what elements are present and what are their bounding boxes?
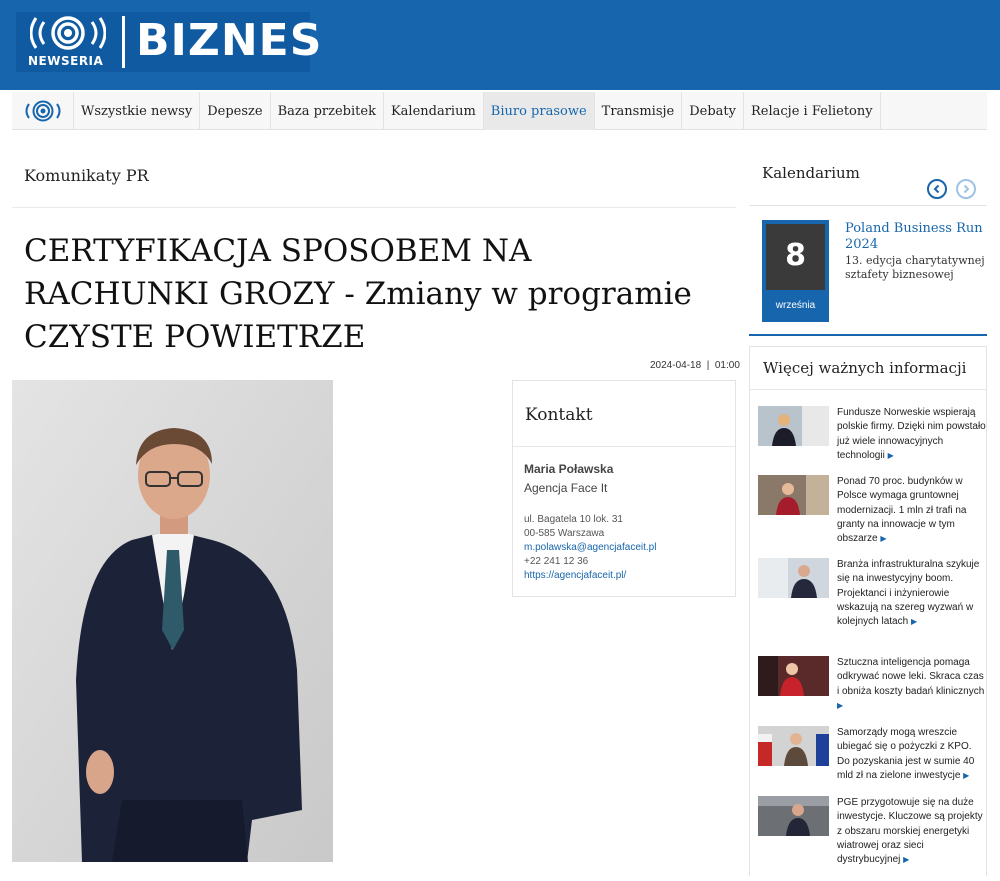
contact-phone: +22 241 12 36 xyxy=(524,556,589,567)
site-logo[interactable] xyxy=(16,12,323,72)
logo-newseria-text: NEWSERIA xyxy=(28,54,104,68)
news-item-title: Branża infrastrukturalna szykuje się na inwestycyjny boom. Projektanci i inżynierowie wskazują na szereg wyzwań w kolejnych latach xyxy=(837,559,980,628)
nav-item-transmisje[interactable]: Transmisje xyxy=(595,92,683,130)
radio-waves-icon xyxy=(23,100,63,122)
nav-item-debaty[interactable]: Debaty xyxy=(682,92,744,130)
related-news-panel xyxy=(749,346,987,876)
calendar-top-divider xyxy=(749,205,987,206)
article-time-value: 01:00 xyxy=(714,360,740,371)
radio-waves-icon xyxy=(30,16,106,50)
news-item-text xyxy=(837,406,987,463)
contact-email-link[interactable]: m.polawska@agencjafaceit.pl xyxy=(524,542,657,553)
calendar-day: 8 xyxy=(785,238,806,273)
calendar-event-description: 13. edycja charytatywnej sztafety biznesowej xyxy=(845,254,985,281)
news-item-title: Fundusze Norweskie wspierają polskie firmy. Dzięki nim powstało już wiele innowacyjnych technologii xyxy=(837,407,986,461)
calendar-prev-button[interactable] xyxy=(927,179,947,199)
related-news-heading: Więcej ważnych informacji xyxy=(763,359,967,377)
contact-address-city: 00-585 Warszawa xyxy=(524,528,605,539)
nav-item-kalendarium[interactable]: Kalendarium xyxy=(384,92,484,130)
contact-box xyxy=(512,380,736,597)
chevron-right-icon xyxy=(961,184,971,194)
logo-divider xyxy=(122,16,125,68)
triangle-right-icon: ▶ xyxy=(963,770,970,780)
date-separator: | xyxy=(703,360,713,371)
calendar-heading: Kalendarium xyxy=(762,164,860,182)
news-thumbnail xyxy=(758,406,829,446)
main-nav xyxy=(12,92,987,130)
triangle-right-icon: ▶ xyxy=(880,534,887,544)
news-thumbnail xyxy=(758,796,829,836)
contact-website-link[interactable]: https://agencjafaceit.pl/ xyxy=(524,570,627,581)
chevron-left-icon xyxy=(932,184,942,194)
related-news-divider xyxy=(750,389,986,390)
news-item-title: Ponad 70 proc. budynków w Polsce wymaga gruntownej modernizacji. 1 mln zł trafi na granty na innowacje w tym obszarze xyxy=(837,476,967,545)
triangle-right-icon: ▶ xyxy=(887,450,894,460)
nav-home-button[interactable] xyxy=(12,92,74,130)
calendar-event-title[interactable]: Poland Business Run 2024 xyxy=(845,221,983,252)
news-item-title: Sztuczna inteligencja pomaga odkrywać nowe leki. Skraca czas i obniża koszty badań klinicznych xyxy=(837,657,985,697)
nav-item-baza-przebitek[interactable]: Baza przebitek xyxy=(271,92,384,130)
section-label[interactable]: Komunikaty PR xyxy=(24,166,149,185)
triangle-right-icon: ▶ xyxy=(910,617,918,627)
calendar-next-button[interactable] xyxy=(956,179,976,199)
news-thumbnail xyxy=(758,558,829,598)
news-item-text xyxy=(837,475,987,546)
calendar-date-tile[interactable] xyxy=(762,220,829,322)
news-item-text xyxy=(837,726,987,783)
section-divider xyxy=(12,207,736,208)
nav-item-biuro-prasowe[interactable]: Biuro prasowe xyxy=(484,92,595,130)
article-photo xyxy=(12,380,333,862)
article-date-value: 2024-04-18 xyxy=(650,360,702,371)
article-title: CERTYFIKACJA SPOSOBEM NA RACHUNKI GROZY - Zmiany w programie CZYSTE POWIETRZE xyxy=(24,233,692,355)
news-item-text xyxy=(837,656,987,713)
calendar-month: września xyxy=(775,300,816,311)
news-item-text xyxy=(837,796,987,867)
news-item-title: PGE przygotowuje się na duże inwestycje. Kluczowe są projekty z obszaru morskiej energetyki wiatrowej oraz sieci dystrybucyjnej xyxy=(837,797,983,866)
triangle-right-icon: ▶ xyxy=(903,855,910,865)
contact-heading: Kontakt xyxy=(513,381,735,447)
nav-item-wszystkie-newsy[interactable]: Wszystkie newsy xyxy=(74,92,200,130)
news-thumbnail xyxy=(758,726,829,766)
news-thumbnail xyxy=(758,656,829,696)
triangle-right-icon: ▶ xyxy=(837,700,844,710)
site-header xyxy=(0,0,1000,90)
logo-biznes-text: BIZNES xyxy=(136,15,323,66)
news-thumbnail xyxy=(758,475,829,515)
calendar-day-panel xyxy=(766,224,825,290)
nav-item-depesze[interactable]: Depesze xyxy=(200,92,270,130)
calendar-bottom-divider xyxy=(749,334,987,336)
contact-name: Maria Poławska xyxy=(524,462,614,476)
nav-item-relacje-felietony[interactable]: Relacje i Felietony xyxy=(744,92,881,130)
contact-company: Agencja Face It xyxy=(524,481,608,495)
news-item-title: Samorządy mogą wreszcie ubiegać się o pożyczki z KPO. Do pozyskania jest w sumie 40 mld zł na zielone inwestycje xyxy=(837,727,975,781)
contact-address-street: ul. Bagatela 10 lok. 31 xyxy=(524,514,623,525)
article-date xyxy=(650,360,740,371)
news-item-text xyxy=(837,558,987,629)
